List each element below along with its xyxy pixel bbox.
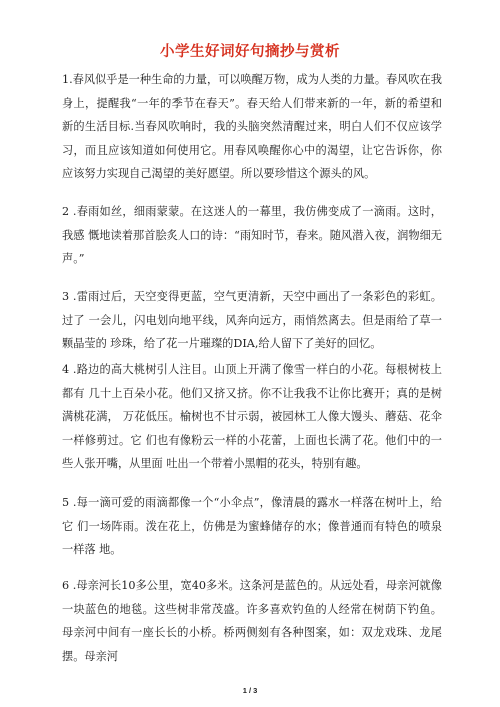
paragraph-5: 5 .每一滴可爱的雨滴都像一个“小伞点”，像清晨的露水一样落在树叶上，给它 们一场阵雨。泼在花上，仿佛是为蜜蜂储存的水；像普通而有特色的喷泉一样落 地。	[62, 496, 442, 556]
document-title: 小学生好词好句摘抄与赏析	[160, 43, 340, 60]
paragraph-6: 6 .母亲河长10多公里，宽40多米。这条河是蓝色的。从远处看，母亲河就像一块蓝色的地毯。这些树非常茂盛。许多喜欢钓鱼的人经常在树荫下钓鱼。母亲河中间有一座长长的小桥。桥两侧刻有各种图案，如：双龙戏珠、龙尾摆。母亲河	[62, 579, 442, 663]
page-indicator: 1 / 3	[242, 686, 258, 695]
paragraph-3: 3 .雷雨过后，天空变得更蓝，空气更清新，天空中画出了一条彩色的彩虹。过了 一会儿，闪电划向地平线，风奔向远方，雨悄然离去。但是雨给了草一颗晶莹的 珍珠，给了花一片璀璨的DIA,给人留下了美好的回忆。	[62, 290, 442, 350]
paragraph-4: 4 .路边的高大桃树引人注目。山顶上开满了像雪一样白的小花。每根树枝上都有 几十上百朵小花。他们又挤又挤。你不让我我不让你比赛开；真的是树满桃花满， 万花低压。榆树也不甘示弱，被园林工人像大馒头、蘑菇、花伞一样修剪过。它 们也有像粉云一样的小花蕾，上面也长满了花。他们中的一些人张开嘴，从里面 吐出一个带着小黑帽的花头，特别有趣。	[62, 363, 442, 470]
paragraph-2: 2 .春雨如丝，细雨蒙蒙。在这迷人的一幕里，我仿佛变成了一滴雨。这时，我感 慨地读着那首脍炙人口的诗：“雨知时节，春来。随风潜入夜，润物细无声。”	[62, 205, 442, 265]
paragraph-1: 1.春风似乎是一种生命的力量，可以唤醒万物，成为人类的力量。春风吹在我身上，提醒我“一年的季节在春天”。春天给人们带来新的一年，新的希望和新的生活目标.当春风吹响时，我的头脑突然清醒过来，明白人们不仅应该学习，而且应该知道如何使用它。用春风唤醒你心中的渴望，让它告诉你，你应该努力实现自己渴望的美好愿望。所以要珍惜这个源头的风。	[62, 73, 442, 180]
